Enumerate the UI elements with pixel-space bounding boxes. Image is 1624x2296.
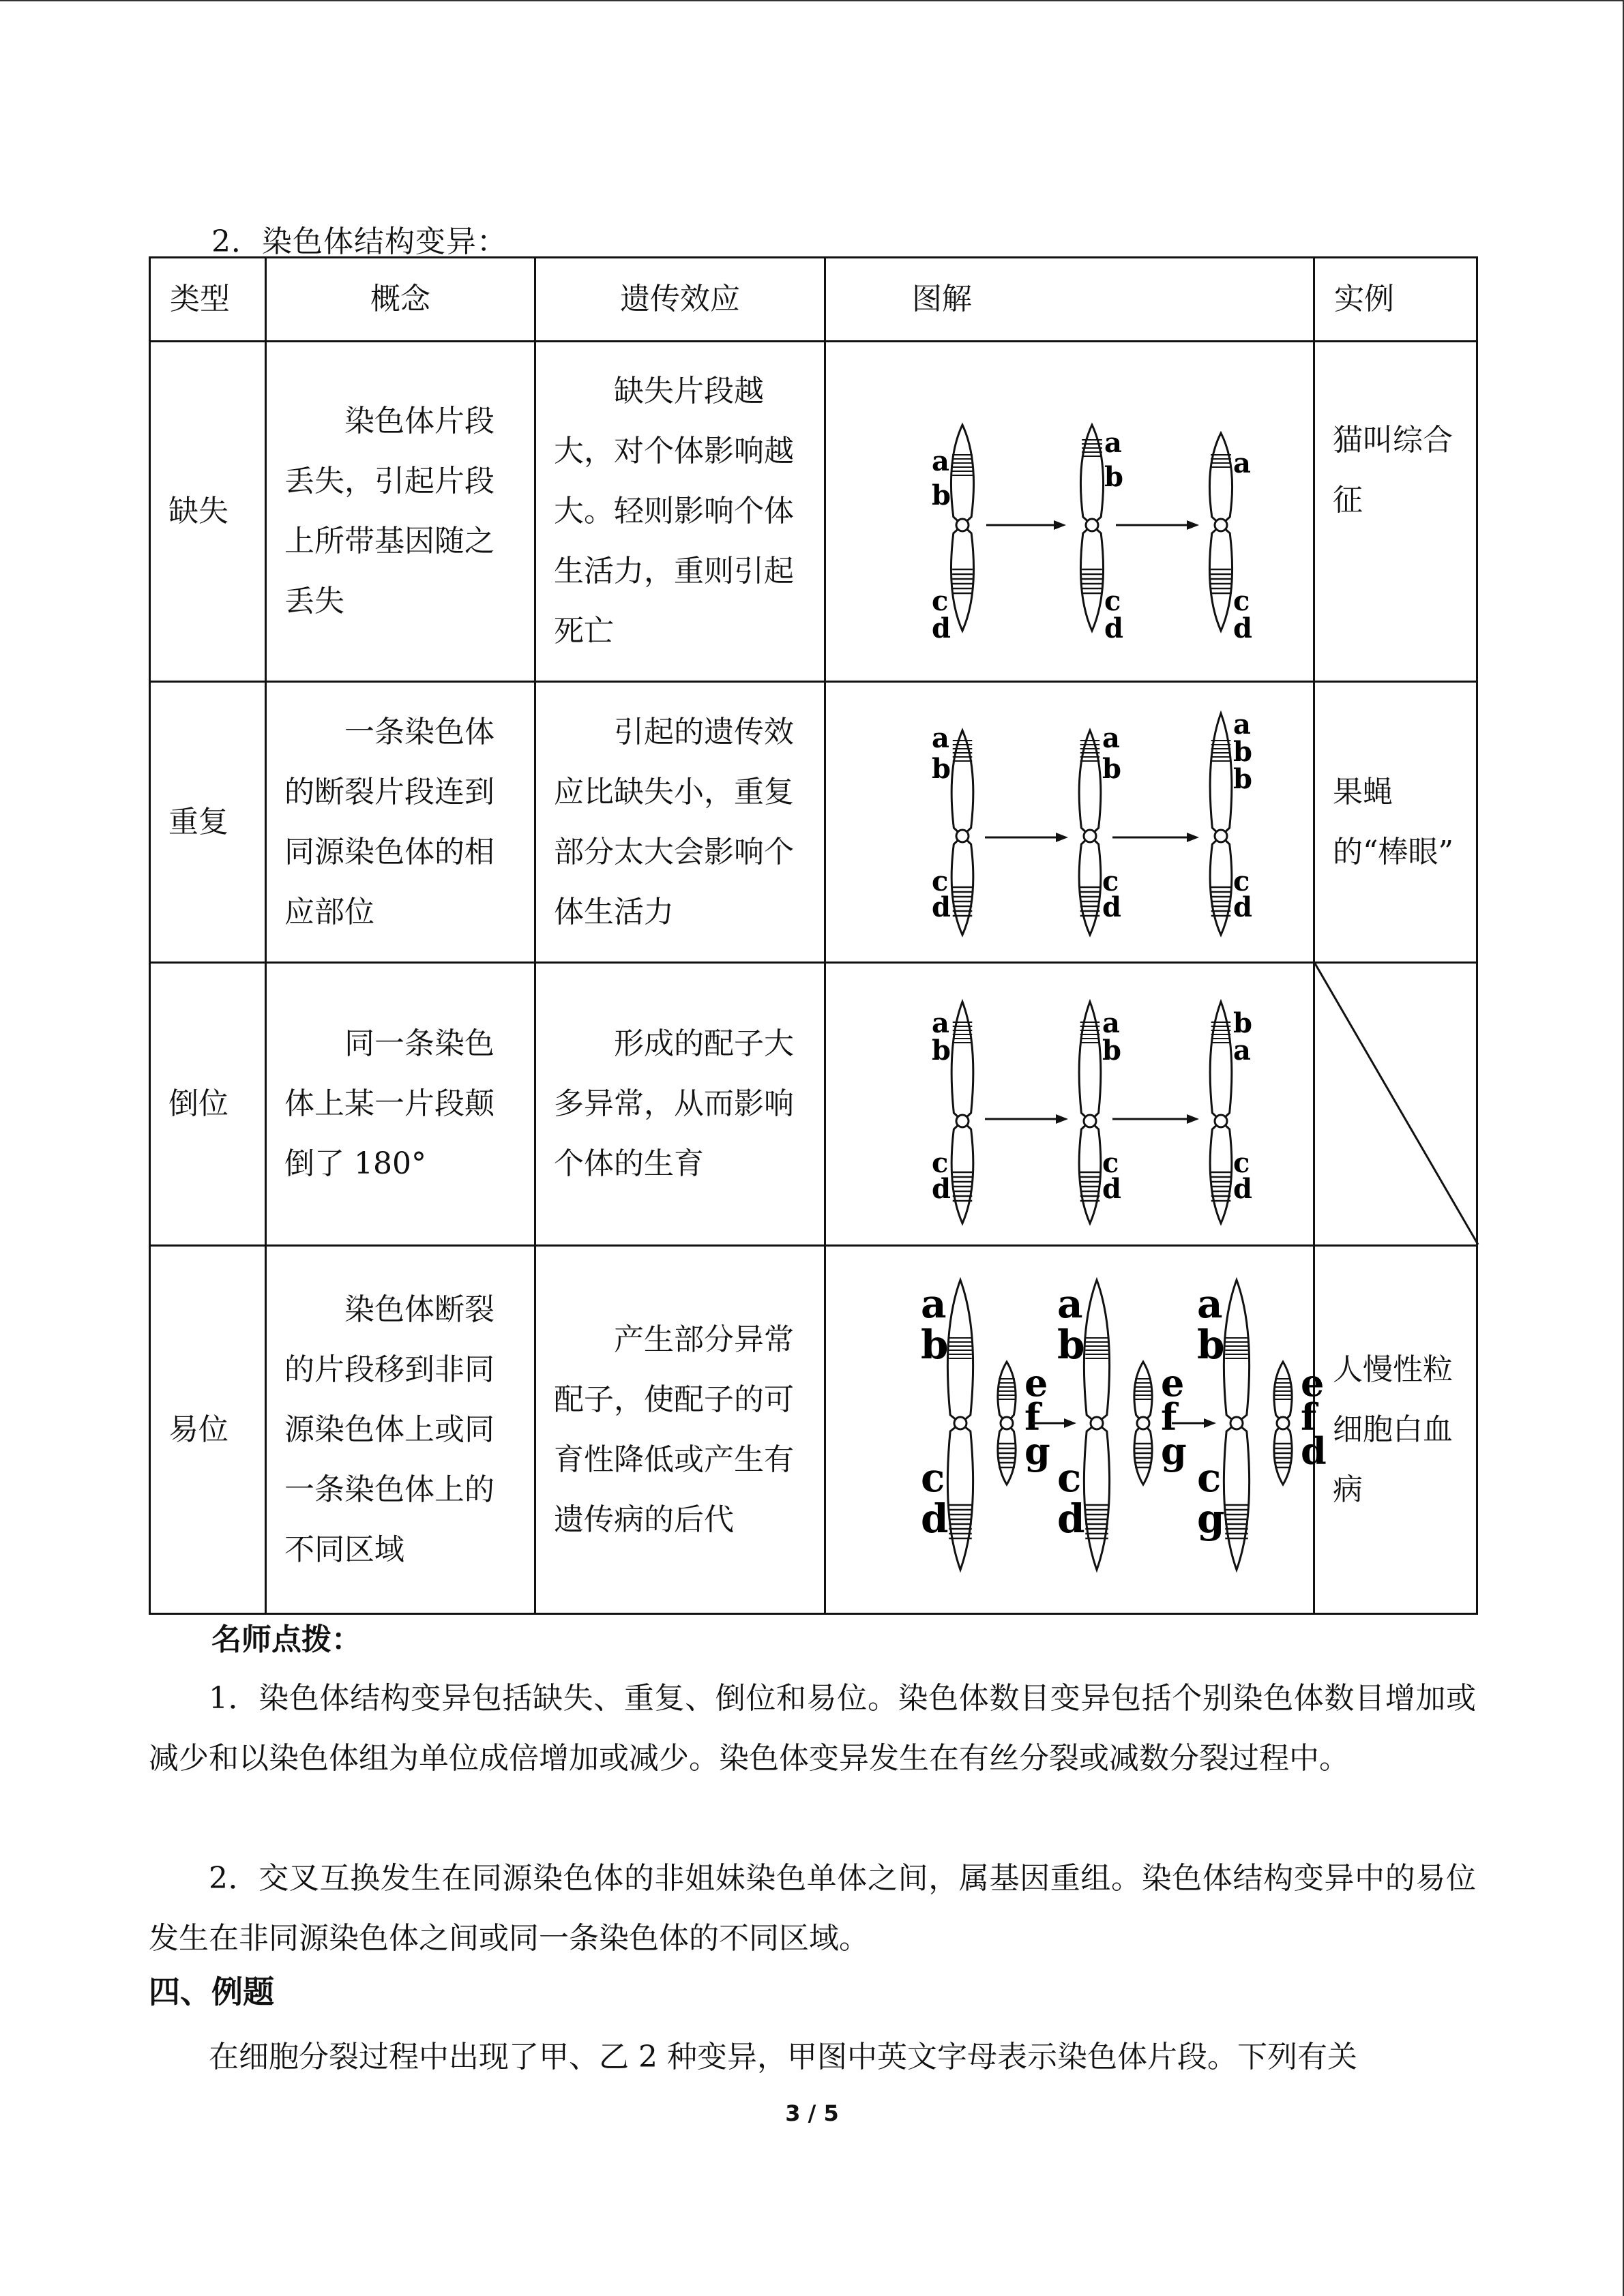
- chromosome-del-0: [932, 425, 974, 644]
- segment-label: b: [932, 752, 951, 785]
- segment-label: f: [1301, 1395, 1317, 1439]
- concept-duplication-text: 一条染色体的断裂片段连到同源染色体的相应部位: [284, 714, 494, 929]
- segment-label: c: [921, 1454, 945, 1501]
- table-row-duplication: [150, 682, 1477, 963]
- segment-label: d: [1233, 891, 1252, 923]
- centromere: [1001, 1417, 1013, 1429]
- table-row-translocation: [150, 1246, 1477, 1614]
- chromosome-arm-upper: [951, 730, 973, 836]
- chromosome-tra-m-2: [1224, 1280, 1249, 1570]
- segment-label: d: [1301, 1429, 1327, 1473]
- page-number: 3 / 5: [785, 2100, 839, 2126]
- diagram-inversion: [825, 963, 1314, 1246]
- centromere: [1091, 1417, 1103, 1429]
- chromosome-arm-lower: [1209, 525, 1232, 631]
- chromosome-tra-p-0: [998, 1362, 1016, 1485]
- table-header-row: [150, 258, 1477, 342]
- centromere: [1215, 1115, 1227, 1127]
- concept-deletion: [266, 342, 535, 682]
- segment-label: d: [921, 1495, 949, 1542]
- segment-label: c: [932, 585, 949, 617]
- chromosome-del-2: [1209, 433, 1252, 644]
- chromosome-arm-upper: [1274, 1362, 1292, 1423]
- header-type: 类型: [150, 258, 266, 342]
- arrow-head: [1187, 520, 1199, 530]
- segment-label: b: [1233, 1007, 1252, 1039]
- segment-label: g: [1024, 1429, 1050, 1473]
- segment-label: b: [1233, 762, 1252, 795]
- duplication-diagram: [831, 693, 1308, 952]
- chromosome-arm-upper: [1134, 1362, 1152, 1423]
- segment-label: d: [1102, 891, 1121, 923]
- chromosome-tra-p-2: [1274, 1362, 1292, 1485]
- effect-translocation-text: 产生部分异常配子，使配子的可育性降低或产生有遗传病的后代: [554, 1322, 794, 1537]
- centromere: [1230, 1417, 1243, 1429]
- type-translocation: 易位: [150, 1246, 266, 1614]
- centromere: [956, 519, 969, 531]
- segment-label: b: [1104, 461, 1123, 493]
- segment-label: b: [1057, 1321, 1085, 1368]
- chromosome-dup-2: [1210, 709, 1252, 935]
- segment-label: g: [1197, 1495, 1225, 1542]
- chromosome-arm-lower: [1224, 1423, 1249, 1570]
- segment-label: e: [1024, 1360, 1048, 1405]
- header-concept: 概念: [266, 258, 535, 342]
- segment-label: d: [932, 891, 951, 923]
- segment-label: c: [1233, 865, 1250, 897]
- segment-label: g: [1161, 1429, 1187, 1473]
- page-top-rule: [0, 0, 1624, 1]
- effect-translocation: [535, 1246, 825, 1614]
- type-inversion: 倒位: [150, 963, 266, 1246]
- arrow-head: [1187, 833, 1199, 842]
- segment-label: f: [1161, 1395, 1177, 1439]
- effect-deletion: [535, 342, 825, 682]
- chromosome-dup-1: [1079, 722, 1121, 935]
- chromosome-arm-lower: [951, 836, 973, 935]
- diagram-duplication: [825, 682, 1314, 963]
- segment-label: a: [1197, 1280, 1223, 1327]
- chromosome-del-1: [1080, 425, 1123, 644]
- example-duplication: 果蝇的“棒眼”: [1314, 682, 1477, 963]
- chromosome-arm-lower: [951, 525, 973, 631]
- segment-label: c: [932, 865, 949, 897]
- segment-label: a: [932, 445, 949, 477]
- arrow-head: [1056, 833, 1068, 842]
- chromosome-arm-upper: [1209, 433, 1232, 525]
- effect-inversion: [535, 963, 825, 1246]
- segment-label: a: [1233, 708, 1251, 741]
- translocation-diagram: [831, 1259, 1327, 1600]
- chromosome-arm-lower: [1080, 525, 1103, 631]
- chromosome-arm-upper: [947, 1280, 973, 1423]
- header-diagram: 图解: [825, 258, 1314, 342]
- segment-label: c: [1104, 585, 1121, 617]
- concept-deletion-text: 染色体片段丢失，引起片段上所带基因随之丢失: [284, 404, 494, 618]
- segment-label: c: [1197, 1454, 1222, 1501]
- tips-paragraph-1-text: 1．染色体结构变异包括缺失、重复、倒位和易位。染色体数目变异包括个别染色体数目增加或减少和以染色体组为单位成倍增加或减少。染色体变异发生在有丝分裂或减数分裂过程中。: [149, 1681, 1476, 1776]
- blank-cell-diagonal: [1315, 964, 1478, 1244]
- chromosome-arm-upper: [1210, 1002, 1232, 1121]
- concept-inversion-text: 同一条染色体上某一片段颠倒了 180°: [284, 1026, 494, 1181]
- concept-duplication: [266, 682, 535, 963]
- segment-label: c: [932, 1147, 949, 1179]
- segment-label: b: [921, 1321, 949, 1368]
- segment-label: c: [1102, 865, 1119, 897]
- chromosome-inv-1: [1079, 1002, 1121, 1223]
- arrow-head: [1064, 1418, 1076, 1428]
- arrow-head: [1056, 1114, 1068, 1124]
- segment-label: d: [1104, 612, 1123, 644]
- chromosome-variation-table: [149, 256, 1478, 1615]
- effect-inversion-text: 形成的配子大多异常，从而影响个体的生育: [554, 1026, 794, 1181]
- header-example: 实例: [1314, 258, 1477, 342]
- concept-inversion: [266, 963, 535, 1246]
- centromere: [1084, 830, 1096, 842]
- tips-paragraph-2: [149, 1849, 1476, 1969]
- segment-label: f: [1024, 1395, 1041, 1439]
- segment-label: a: [1233, 1034, 1251, 1067]
- type-duplication: 重复: [150, 682, 266, 963]
- segment-label: d: [1233, 1173, 1252, 1205]
- centromere: [1215, 830, 1227, 842]
- chromosome-inv-0: [932, 1002, 973, 1223]
- concept-translocation: [266, 1246, 535, 1614]
- segment-label: a: [1057, 1280, 1083, 1327]
- chromosome-tra-m-1: [1084, 1280, 1109, 1570]
- example-deletion: 猫叫综合征: [1314, 342, 1477, 682]
- tips-paragraph-1: [149, 1669, 1476, 1789]
- example-intro: [149, 2027, 1476, 2087]
- example-inversion-blank: [1314, 963, 1477, 1246]
- centromere: [1215, 519, 1227, 531]
- centromere: [1277, 1417, 1289, 1429]
- tips-paragraph-2-text: 2．交叉互换发生在同源染色体的非姐妹染色单体之间，属基因重组。染色体结构变异中的易位发生在非同源染色体之间或同一条染色体的不同区域。: [149, 1861, 1476, 1956]
- segment-label: a: [921, 1280, 947, 1327]
- chromosome-arm-upper: [1079, 1002, 1101, 1121]
- centromere: [956, 1115, 969, 1127]
- segment-label: e: [1301, 1360, 1325, 1405]
- chromosome-arm-lower: [1084, 1423, 1109, 1570]
- type-deletion: 缺失: [150, 342, 266, 682]
- segment-label: b: [1197, 1321, 1225, 1368]
- diagram-translocation: [825, 1246, 1327, 1614]
- arrow-head: [1204, 1418, 1216, 1428]
- segment-label: d: [932, 1173, 951, 1205]
- segment-label: a: [1102, 1007, 1120, 1039]
- effect-deletion-text: 缺失片段越大，对个体影响越大。轻则影响个体生活力，重则引起死亡: [554, 374, 794, 648]
- example-translocation: 人慢性粒细胞白血病: [1314, 1246, 1477, 1614]
- segment-label: c: [1233, 1147, 1250, 1179]
- deletion-diagram: [831, 361, 1308, 661]
- centromere: [1086, 519, 1098, 531]
- segment-label: a: [1233, 447, 1251, 479]
- translocation-main-0: [921, 1280, 973, 1570]
- chromosome-inv-2: [1210, 1002, 1252, 1223]
- segment-label: a: [1102, 721, 1120, 754]
- segment-label: b: [1102, 1034, 1121, 1067]
- chromosome-arm-upper: [1079, 730, 1101, 836]
- chromosome-arm-lower: [1210, 836, 1232, 935]
- arrow-head: [1187, 1114, 1199, 1124]
- diagram-deletion: [825, 342, 1314, 682]
- chromosome-dup-0: [932, 722, 973, 935]
- segment-label: d: [932, 612, 951, 644]
- section-four-heading: 四、例题: [149, 1973, 274, 2010]
- chromosome-tra-p-1: [1134, 1362, 1152, 1485]
- chromosome-arm-upper: [1084, 1280, 1109, 1423]
- segment-label: a: [932, 721, 949, 754]
- tips-title: 名师点拨：: [211, 1622, 361, 1657]
- centromere: [954, 1417, 966, 1429]
- segment-label: c: [1057, 1454, 1082, 1501]
- concept-translocation-text: 染色体断裂的片段移到非同源染色体上或同一条染色体上的不同区域: [284, 1292, 494, 1567]
- chromosome-arm-upper: [998, 1362, 1016, 1423]
- segment-label: b: [932, 1034, 951, 1067]
- segment-label: e: [1161, 1360, 1185, 1405]
- chromosome-tra-m-0: [947, 1280, 973, 1570]
- inversion-diagram: [831, 974, 1308, 1234]
- segment-label: b: [1233, 735, 1252, 768]
- arrow-head: [1054, 520, 1066, 530]
- effect-duplication-text: 引起的遗传效应比缺失小，重复部分太大会影响个体生活力: [554, 714, 794, 929]
- segment-label: d: [1057, 1495, 1085, 1542]
- centromere: [956, 830, 969, 842]
- chromosome-arm-lower: [1079, 836, 1101, 935]
- segment-label: c: [1233, 585, 1250, 617]
- segment-label: a: [932, 1007, 949, 1039]
- chromosome-arm-upper: [1210, 713, 1232, 836]
- segment-label: a: [1104, 427, 1122, 459]
- segment-label: b: [932, 479, 951, 511]
- table-row-inversion: [150, 963, 1477, 1246]
- chromosome-arm-upper: [951, 1002, 973, 1121]
- table-row-deletion: [150, 342, 1477, 682]
- example-intro-text: 在细胞分裂过程中出现了甲、乙 2 种变异，甲图中英文字母表示染色体片段。下列有关: [209, 2040, 1357, 2074]
- centromere: [1137, 1417, 1149, 1429]
- segment-label: d: [1233, 612, 1252, 644]
- section-heading: 2．染色体结构变异：: [211, 224, 507, 259]
- chromosome-arm-upper: [1224, 1280, 1249, 1423]
- segment-label: b: [1102, 752, 1121, 785]
- effect-duplication: [535, 682, 825, 963]
- segment-label: d: [1102, 1173, 1121, 1205]
- header-effect: 遗传效应: [535, 258, 825, 342]
- segment-label: c: [1102, 1147, 1119, 1179]
- centromere: [1084, 1115, 1096, 1127]
- chromosome-arm-lower: [947, 1423, 973, 1570]
